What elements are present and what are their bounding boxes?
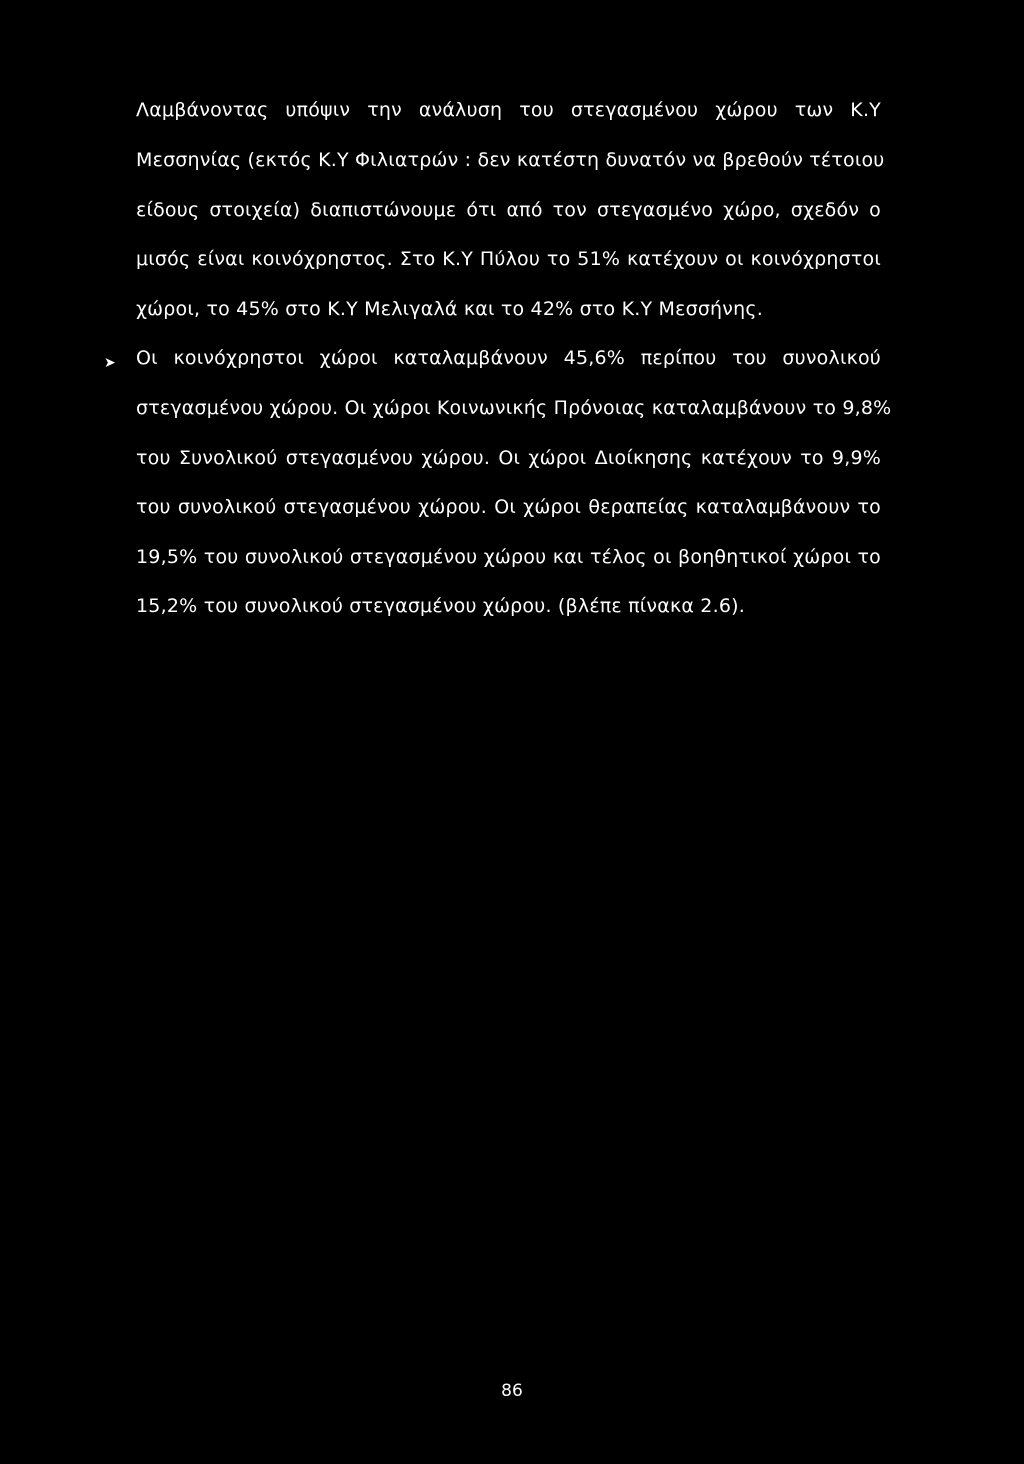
paragraph-1-line-4: μισός είναι κοινόχρηστος. Στο Κ.Υ Πύλου το 51% κατέχουν οι κοινόχρηστοι: [136, 248, 881, 270]
paragraph-2-line-6: 15,2% του συνολικού στεγασμένου χώρου. (βλέπε πίνακα 2.6).: [136, 595, 745, 617]
bullet-arrow-icon: ➤: [104, 355, 116, 371]
paragraph-2-line-5: 19,5% του συνολικού στεγασμένου χώρου και τέλος οι βοηθητικοί χώροι το: [136, 546, 881, 568]
paragraph-2-line-2: στεγασμένου χώρου. Οι χώροι Κοινωνικής Πρόνοιας καταλαμβάνουν το 9,8%: [136, 397, 892, 419]
paragraph-1-line-5: χώροι, το 45% στο Κ.Υ Μελιγαλά και το 42% στο Κ.Υ Μεσσήνης.: [136, 298, 763, 320]
paragraph-2-line-3: του Συνολικού στεγασμένου χώρου. Οι χώροι Διοίκησης κατέχουν το 9,9%: [136, 447, 881, 469]
paragraph-1-line-1: Λαμβάνοντας υπόψιν την ανάλυση του στεγασμένου χώρου των Κ.Υ: [136, 99, 881, 121]
paragraph-1-line-2: Μεσσηνίας (εκτός Κ.Υ Φιλιατρών : δεν κατέστη δυνατόν να βρεθούν τέτοιου: [136, 149, 885, 171]
paragraph-2-line-4: του συνολικού στεγασμένου χώρου. Οι χώροι θεραπείας καταλαμβάνουν το: [136, 496, 881, 518]
page-number: 86: [501, 1381, 523, 1401]
paragraph-1-line-3: είδους στοιχεία) διαπιστώνουμε ότι από τον στεγασμένο χώρο, σχεδόν ο: [136, 199, 881, 221]
paragraph-2-line-1: Οι κοινόχρηστοι χώροι καταλαμβάνουν 45,6% περίπου του συνολικού: [136, 347, 881, 369]
